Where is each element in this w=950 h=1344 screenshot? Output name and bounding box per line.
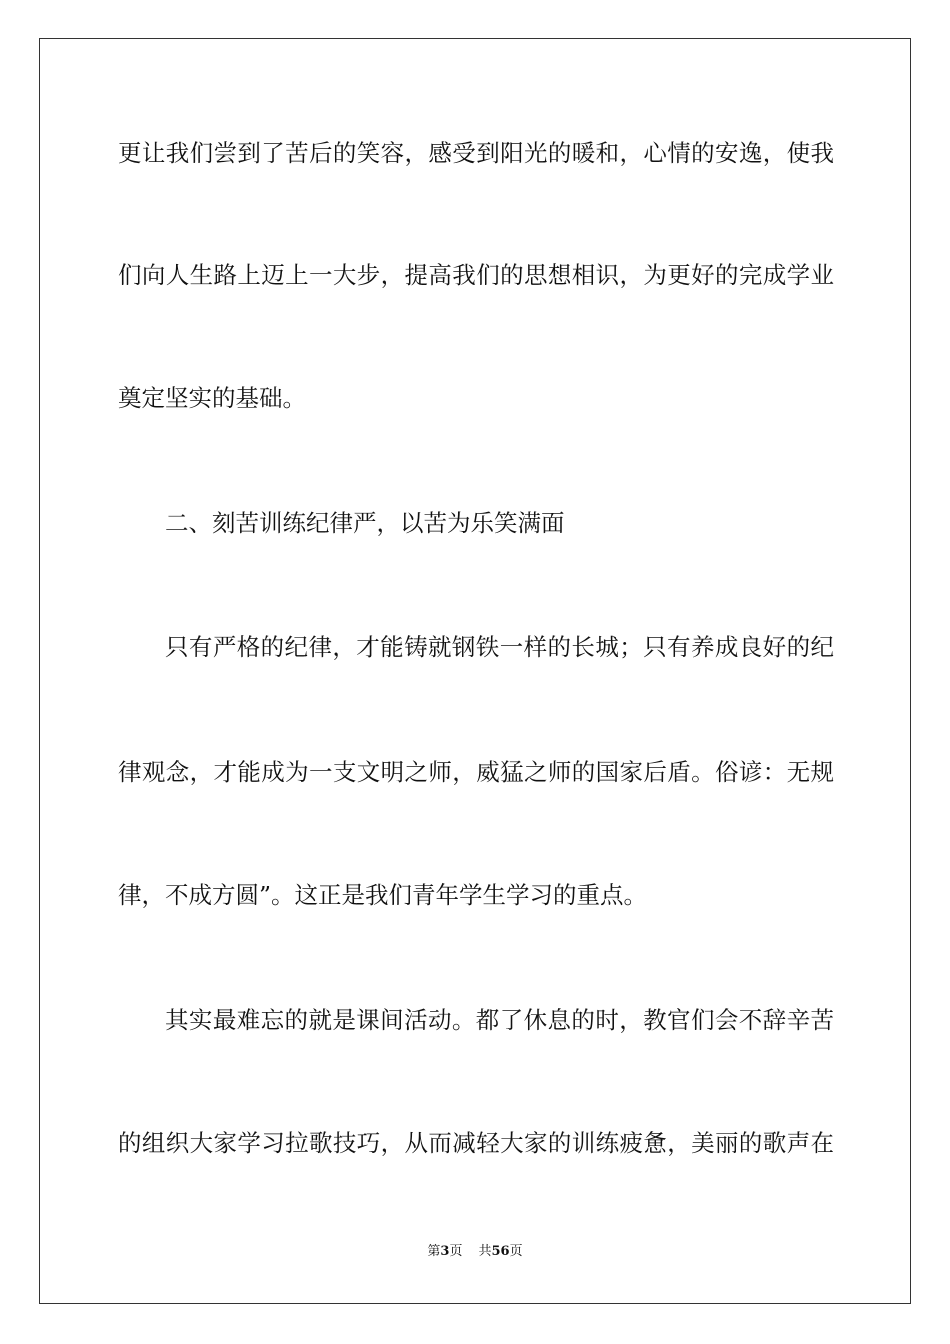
body-line-7: 律，不成方圆”。这正是我们青年学生学习的重点。: [118, 881, 648, 909]
page-number: 3: [440, 1244, 450, 1259]
body-line-9: 的组织大家学习拉歌技巧，从而减轻大家的训练疲惫，美丽的歌声在: [118, 1129, 834, 1157]
total-prefix: 共: [478, 1244, 492, 1259]
body-line-8: 其实最难忘的就是课间活动。都了休息的时，教官们会不辞辛苦: [165, 1006, 834, 1034]
page-footer: [0, 1244, 950, 1260]
section-heading: 二、刻苦训练纪律严，以苦为乐笑满面: [165, 509, 565, 537]
page-border: [39, 38, 911, 1304]
total-pages: 56: [491, 1244, 510, 1259]
body-line-5: 只有严格的纪律，才能铸就钢铁一样的长城；只有养成良好的纪: [165, 633, 834, 661]
page-suffix: 页: [449, 1244, 463, 1259]
page-prefix: 第: [427, 1244, 441, 1259]
total-suffix: 页: [509, 1244, 523, 1259]
body-line-2: 们向人生路上迈上一大步，提高我们的思想相识，为更好的完成学业: [118, 261, 834, 289]
body-line-1: 更让我们尝到了苦后的笑容，感受到阳光的暖和，心情的安逸，使我: [118, 139, 834, 167]
body-line-3: 奠定坚实的基础。: [118, 384, 306, 412]
body-line-6: 律观念，才能成为一支文明之师，威猛之师的国家后盾。俗谚：无规: [118, 758, 834, 786]
